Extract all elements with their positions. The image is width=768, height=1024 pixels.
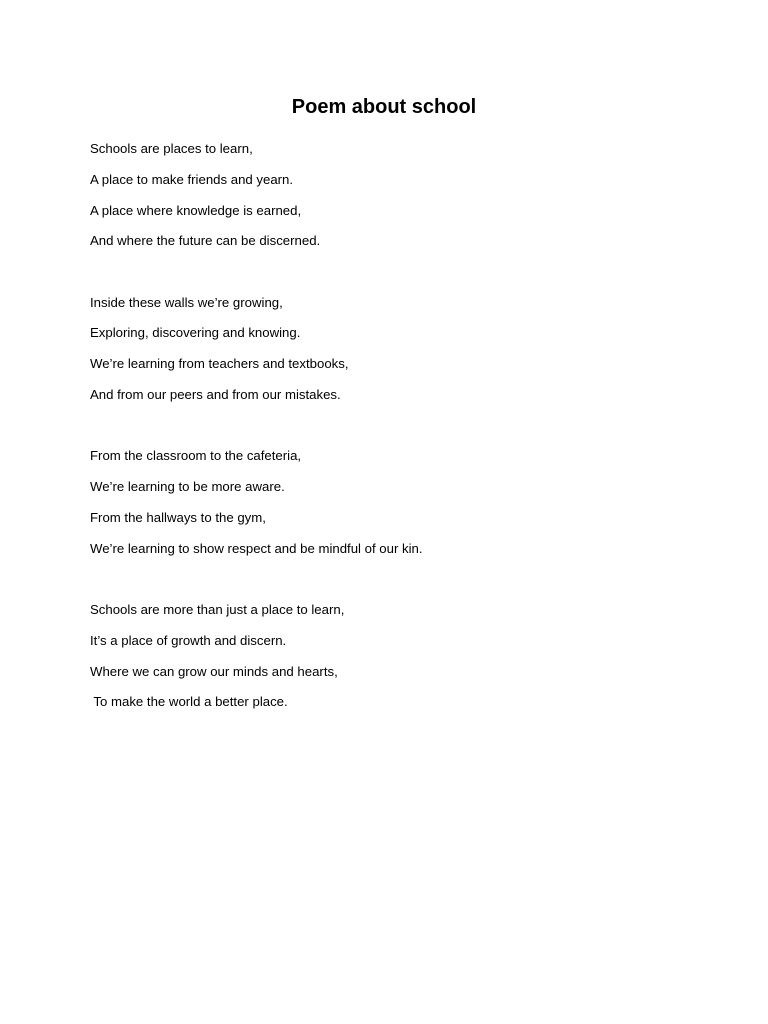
stanza-1: [90, 134, 690, 257]
poem-line: A place to make friends and yearn.: [90, 171, 294, 187]
poem-line: From the classroom to the cafeteria,: [90, 448, 302, 464]
poem-line: Schools are places to learn,: [90, 141, 253, 156]
poem-line: To make the world a better place.: [90, 694, 288, 710]
stanza-4: [90, 595, 690, 718]
document-title: Poem about school: [291, 96, 477, 118]
stanza-2: [90, 288, 690, 411]
poem-line: Inside these walls we’re growing,: [90, 294, 283, 310]
poem-line: And from our peers and from our mistakes.: [90, 387, 341, 403]
poem-line: It’s a place of growth and discern.: [90, 632, 287, 648]
poem-body: [90, 134, 690, 749]
poem-line: We’re learning to be more aware.: [90, 479, 285, 495]
poem-line: Exploring, discovering and knowing.: [90, 325, 301, 341]
poem-line: We’re learning from teachers and textbooks,: [90, 356, 349, 372]
stanza-3: [90, 441, 690, 564]
poem-line: Schools are more than just a place to learn,: [90, 602, 345, 618]
poem-line: From the hallways to the gym,: [90, 509, 266, 525]
poem-line: And where the future can be discerned.: [90, 233, 321, 249]
poem-line: A place where knowledge is earned,: [90, 202, 302, 218]
poem-line: Where we can grow our minds and hearts,: [90, 663, 338, 679]
poem-line: We’re learning to show respect and be mindful of our kin.: [90, 540, 423, 556]
